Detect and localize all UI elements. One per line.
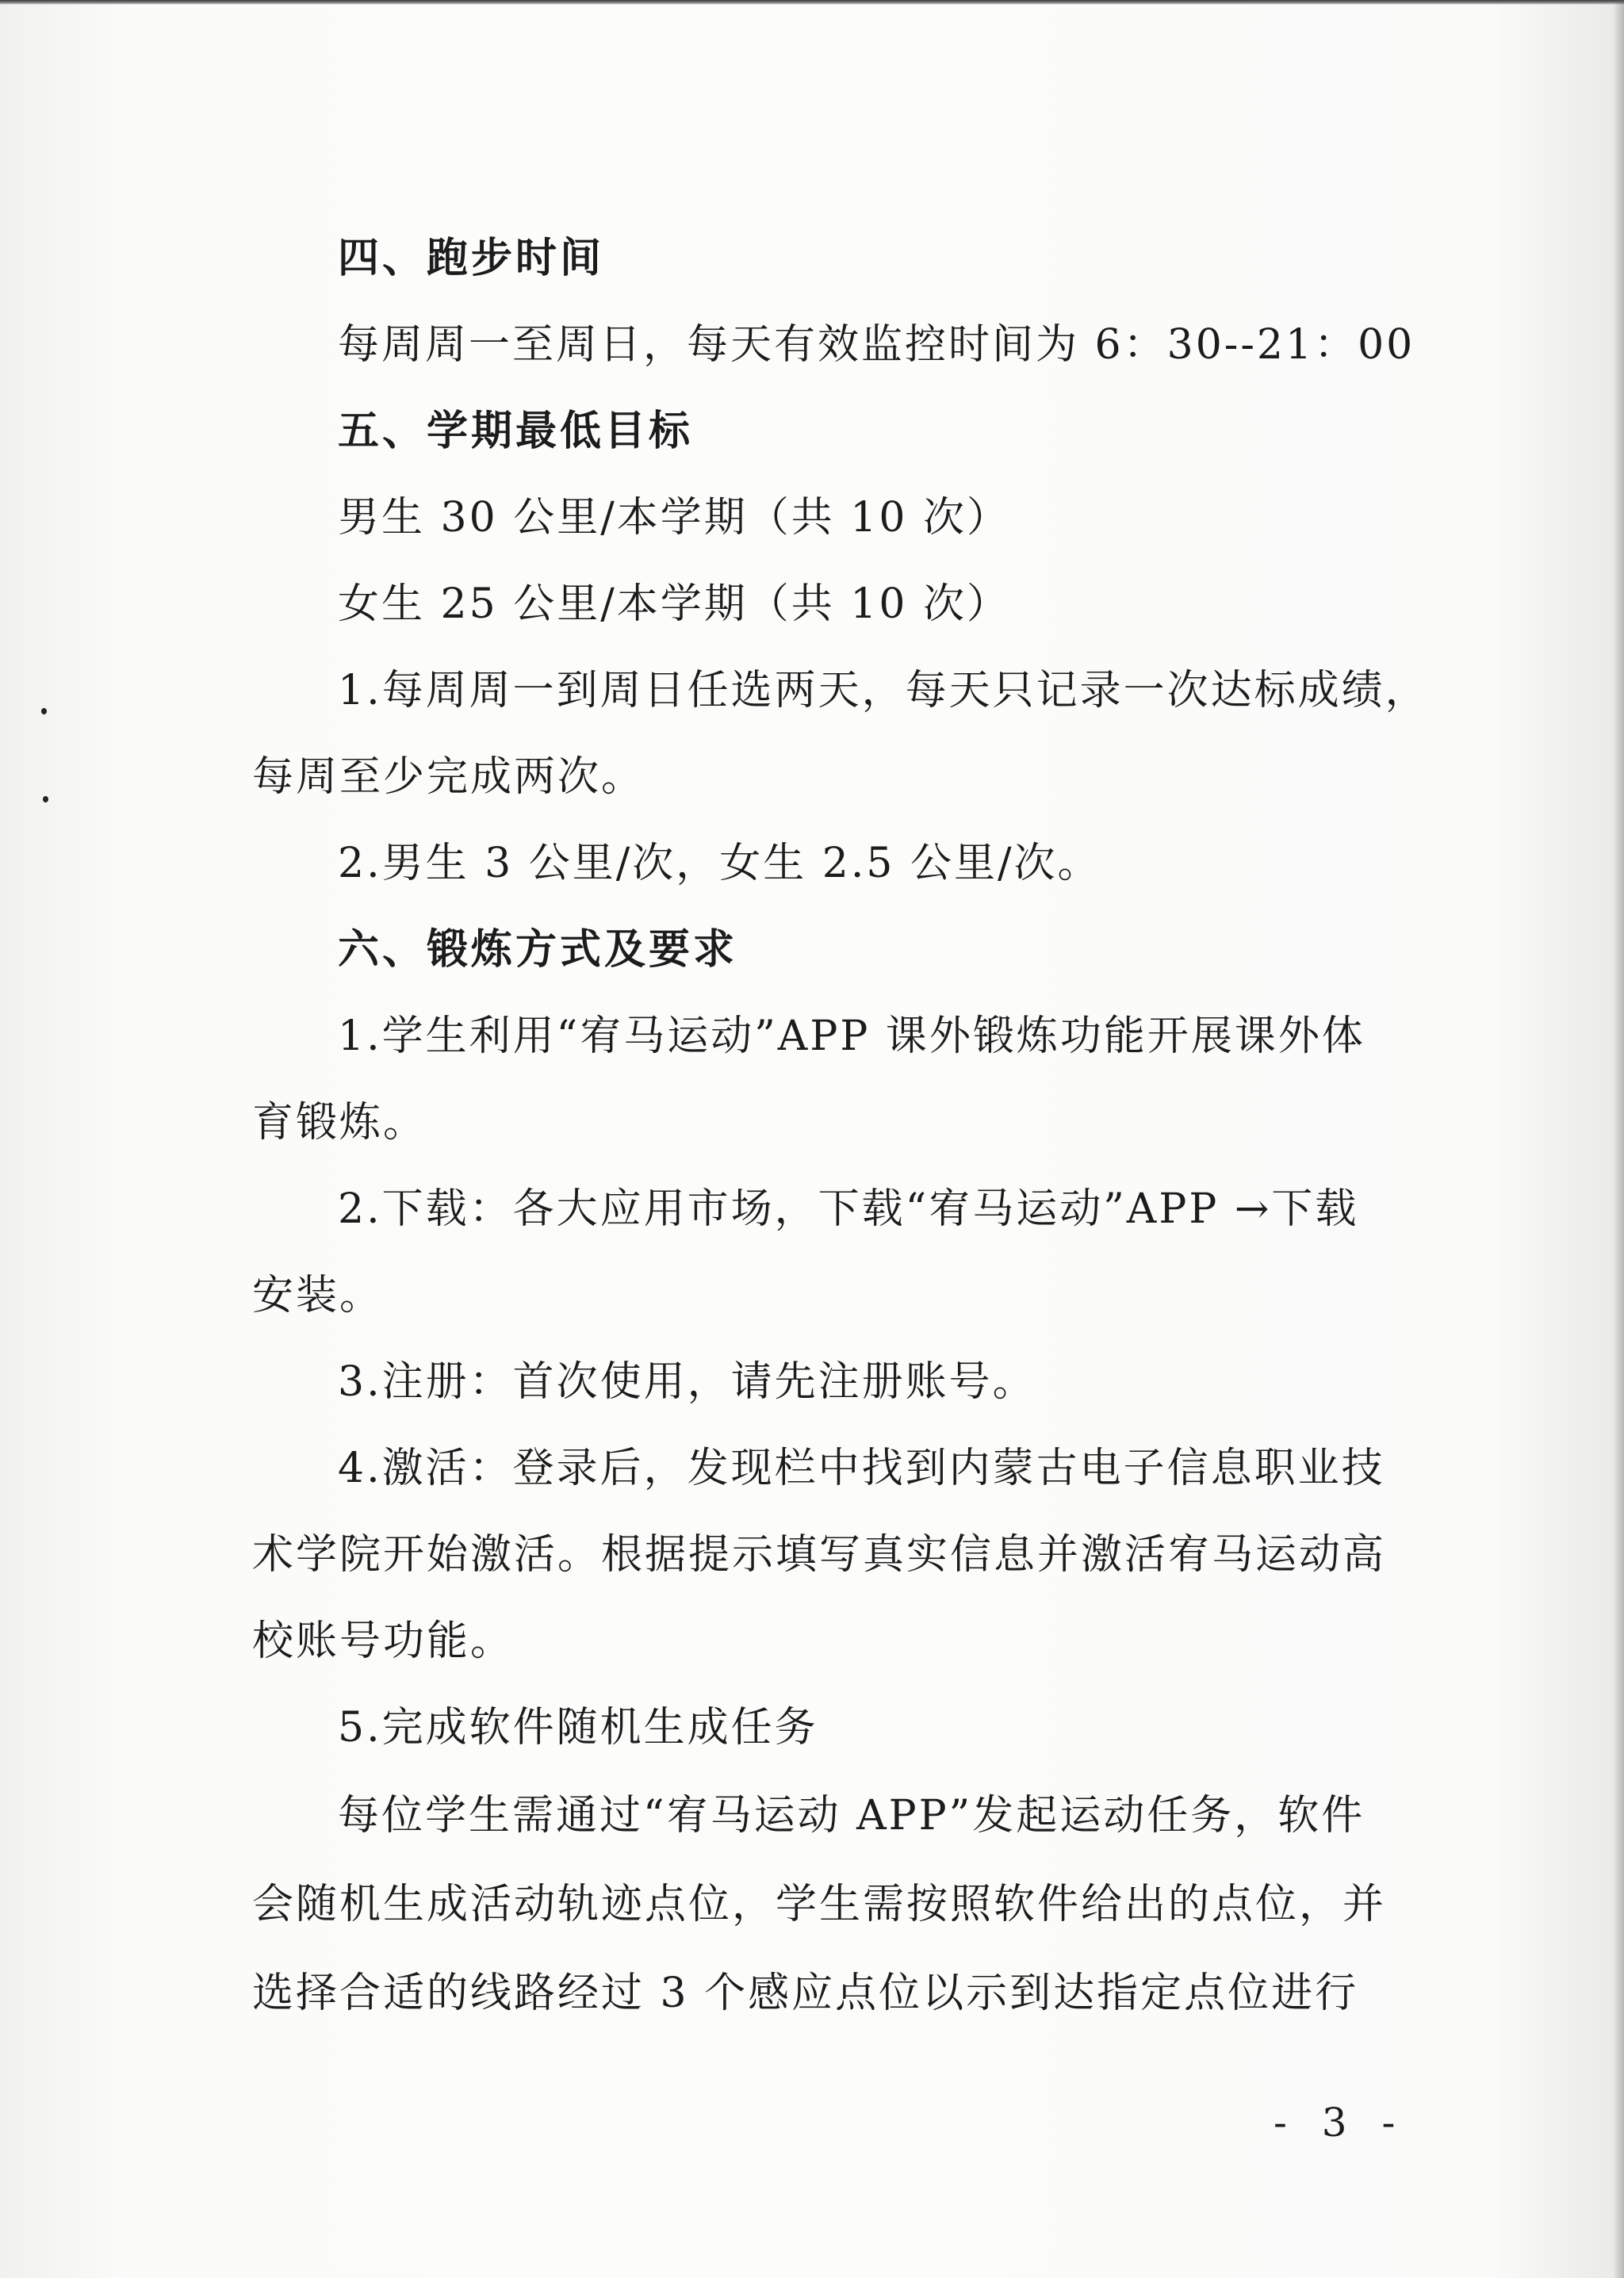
method-item-4-line-3: 校账号功能。 [252,1618,515,1665]
method-item-2-line-2: 安装。 [252,1272,384,1319]
method-paragraph-line-2: 会随机生成活动轨迹点位，学生需按照软件给出的点位，并 [252,1881,1387,1928]
scan-speck [41,708,47,714]
scan-right-edge [1613,0,1624,2278]
method-item-5: 5.完成软件随机生成任务 [338,1704,818,1752]
method-item-1-line-2: 育锻炼。 [252,1099,427,1147]
section-heading-semester-target: 五、学期最低目标 [338,408,694,455]
method-item-2-line-1: 2.下载：各大应用市场，下载“宥马运动”APP →下载 [338,1185,1359,1233]
scan-top-edge [0,0,1624,5]
method-paragraph-line-3: 选择合适的线路经过 3 个感应点位以示到达指定点位进行 [252,1970,1359,2017]
target-item-1-line-1: 1.每周周一到周日任选两天，每天只记录一次达标成绩， [338,667,1429,714]
target-male: 男生 30 公里/本学期（共 10 次） [338,494,1010,542]
method-item-3: 3.注册：首次使用，请先注册账号。 [338,1358,1036,1406]
target-item-2: 2.男生 3 公里/次，女生 2.5 公里/次。 [338,840,1101,887]
page-number: - 3 - [1274,2100,1407,2146]
scan-speck [43,796,48,802]
run-time-text: 每周周一至周日，每天有效监控时间为 6：30--21：00 [338,321,1415,369]
method-paragraph-line-1: 每位学生需通过“宥马运动 APP”发起运动任务，软件 [338,1792,1365,1840]
section-heading-exercise-method: 六、锻炼方式及要求 [338,926,738,974]
target-item-1-line-2: 每周至少完成两次。 [252,753,645,801]
section-heading-run-time: 四、跑步时间 [338,235,605,282]
method-item-1-line-1: 1.学生利用“宥马运动”APP 课外锻炼功能开展课外体 [338,1013,1365,1060]
target-female: 女生 25 公里/本学期（共 10 次） [338,580,1010,628]
method-item-4-line-1: 4.激活：登录后，发现栏中找到内蒙古电子信息职业技 [338,1445,1385,1492]
method-item-4-line-2: 术学院开始激活。根据提示填写真实信息并激活宥马运动高 [252,1531,1387,1579]
